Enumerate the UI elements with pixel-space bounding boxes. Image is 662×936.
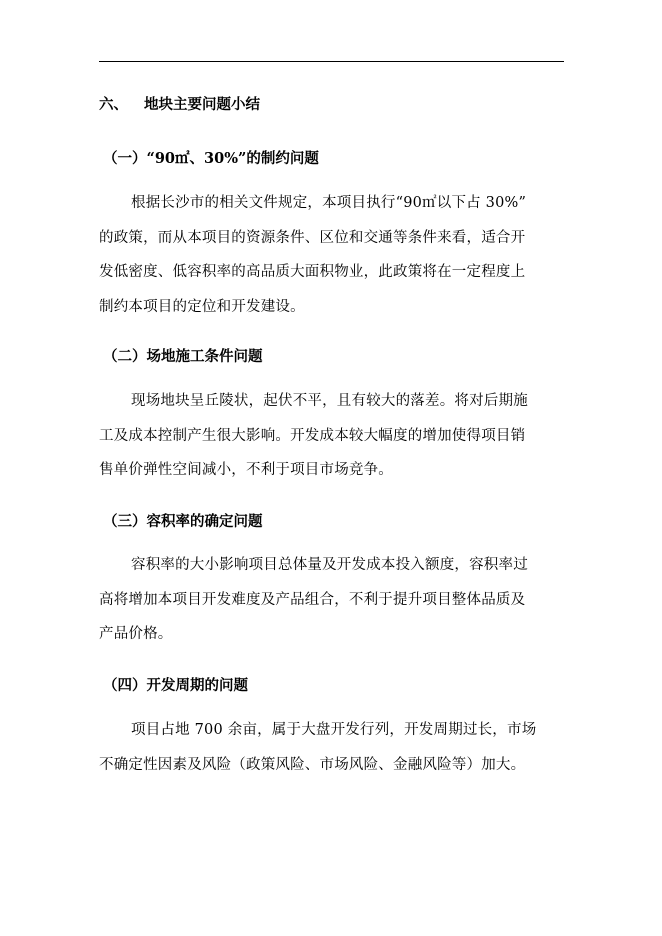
subsection-paragraph-4 [99,713,551,782]
subsection-paragraph-3 [99,548,551,652]
paragraph-line: 项目占地 700 余亩，属于大盘开发行列，开发周期过长，市场 [131,722,537,738]
subsection-paragraph-2 [99,384,551,488]
paragraph-line: 产品价格。 [99,626,173,642]
subsection-heading-3: （三）容积率的确定问题 [103,513,263,530]
paragraph-line: 根据长沙市的相关文件规定，本项目执行“90㎡以下占 30%” [131,195,527,211]
paragraph-line: 发低密度、低容积率的高品质大面积物业，此政策将在一定程度上 [99,264,526,280]
paragraph-line: 现场地块呈丘陵状，起伏不平，且有较大的落差。将对后期施 [131,393,528,409]
section-title: 地块主要问题小结 [144,96,260,113]
subsection-heading-2: （二）场地施工条件问题 [103,348,263,365]
header-rule [99,61,564,62]
paragraph-line: 制约本项目的定位和开发建设。 [99,298,305,315]
paragraph-line: 的政策，而从本项目的资源条件、区位和交通等条件来看，适合开 [99,229,526,246]
paragraph-line: 售单价弹性空间减小，不利于项目市场竞争。 [99,462,393,478]
paragraph-line: 工及成本控制产生很大影响。开发成本较大幅度的增加使得项目销 [99,427,526,444]
subsection-heading-4: （四）开发周期的问题 [103,677,248,694]
paragraph-line: 不确定性因素及风险（政策风险、市场风险、金融风险等）加大。 [99,756,526,773]
paragraph-line: 容积率的大小影响项目总体量及开发成本投入额度，容积率过 [131,557,528,573]
section-number: 六、 [99,96,128,113]
paragraph-line: 高将增加本项目开发难度及产品组合，不利于提升项目整体品质及 [99,591,526,608]
subsection-heading-1: （一）“90㎡、30%”的制约问题 [103,150,319,167]
section-heading [99,95,260,115]
subsection-paragraph-1 [99,186,551,324]
